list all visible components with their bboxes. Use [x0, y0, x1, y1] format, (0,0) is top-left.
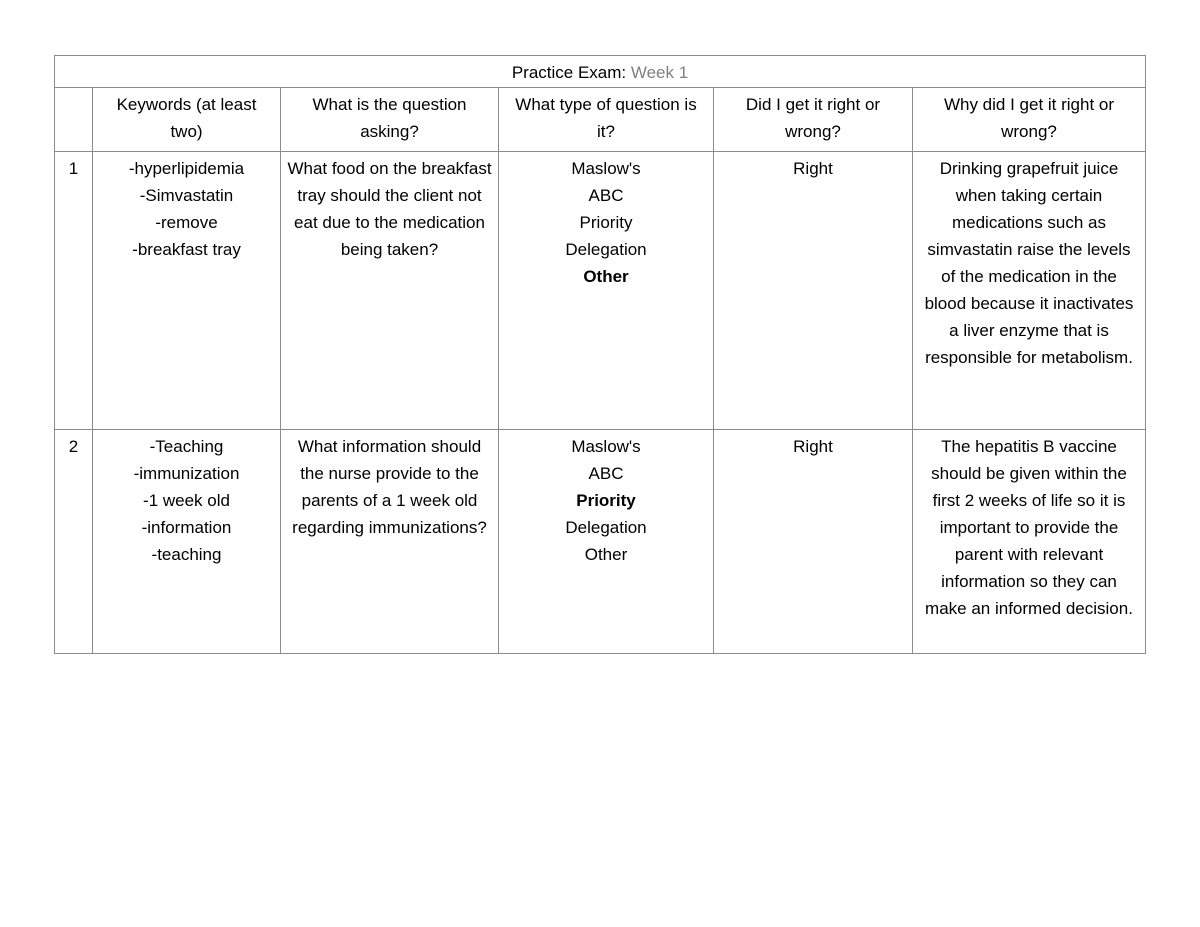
table-row — [55, 152, 1146, 430]
row-number: 1 — [55, 152, 93, 430]
keyword: -information — [141, 518, 232, 537]
type-option: Maslow's — [571, 159, 641, 178]
keyword: -hyperlipidemia — [128, 159, 245, 178]
why-cell: Drinking grapefruit juice when taking certain medications such as simvastatin raise the levels of the medication in the blood because it inactivates a liver enzyme that is responsible for metabolism. — [913, 152, 1146, 430]
result-cell: Right — [714, 152, 913, 430]
title-row — [55, 56, 1146, 88]
type-option: ABC — [588, 464, 624, 483]
keyword: -Teaching — [149, 437, 224, 456]
table-row — [55, 430, 1146, 654]
title-prefix: Practice Exam: — [511, 63, 627, 82]
header-number — [55, 88, 93, 152]
type-cell — [499, 430, 714, 654]
header-question: What is the question asking? — [281, 88, 499, 152]
table-title — [55, 56, 1146, 88]
keywords-cell — [93, 430, 281, 654]
header-right-wrong: Did I get it right or wrong? — [714, 88, 913, 152]
type-option-selected: Priority — [576, 491, 636, 510]
result-cell: Right — [714, 430, 913, 654]
keyword: -immunization — [133, 464, 240, 483]
type-option-selected: Other — [583, 267, 629, 286]
header-row — [55, 88, 1146, 152]
question-cell: What information should the nurse provide to the parents of a 1 week old regarding immunizations? — [281, 430, 499, 654]
row-number: 2 — [55, 430, 93, 654]
type-cell — [499, 152, 714, 430]
keyword: -breakfast tray — [132, 240, 241, 259]
header-why: Why did I get it right or wrong? — [913, 88, 1146, 152]
practice-exam-table — [54, 55, 1146, 654]
type-option: Delegation — [565, 240, 647, 259]
type-option: Other — [584, 545, 628, 564]
question-cell: What food on the breakfast tray should the client not eat due to the medication being taken? — [281, 152, 499, 430]
title-week: Week 1 — [630, 63, 689, 82]
header-keywords: Keywords (at least two) — [93, 88, 281, 152]
type-option: Maslow's — [571, 437, 641, 456]
keyword: -remove — [155, 213, 218, 232]
type-option: Priority — [579, 213, 633, 232]
keywords-cell — [93, 152, 281, 430]
header-type: What type of question is it? — [499, 88, 714, 152]
keyword: -teaching — [151, 545, 222, 564]
why-cell: The hepatitis B vaccine should be given within the first 2 weeks of life so it is important to provide the parent with relevant information so they can make an informed decision. — [913, 430, 1146, 654]
type-option: Delegation — [565, 518, 647, 537]
type-option: ABC — [588, 186, 624, 205]
keyword: -Simvastatin — [139, 186, 234, 205]
keyword: -1 week old — [143, 491, 230, 510]
